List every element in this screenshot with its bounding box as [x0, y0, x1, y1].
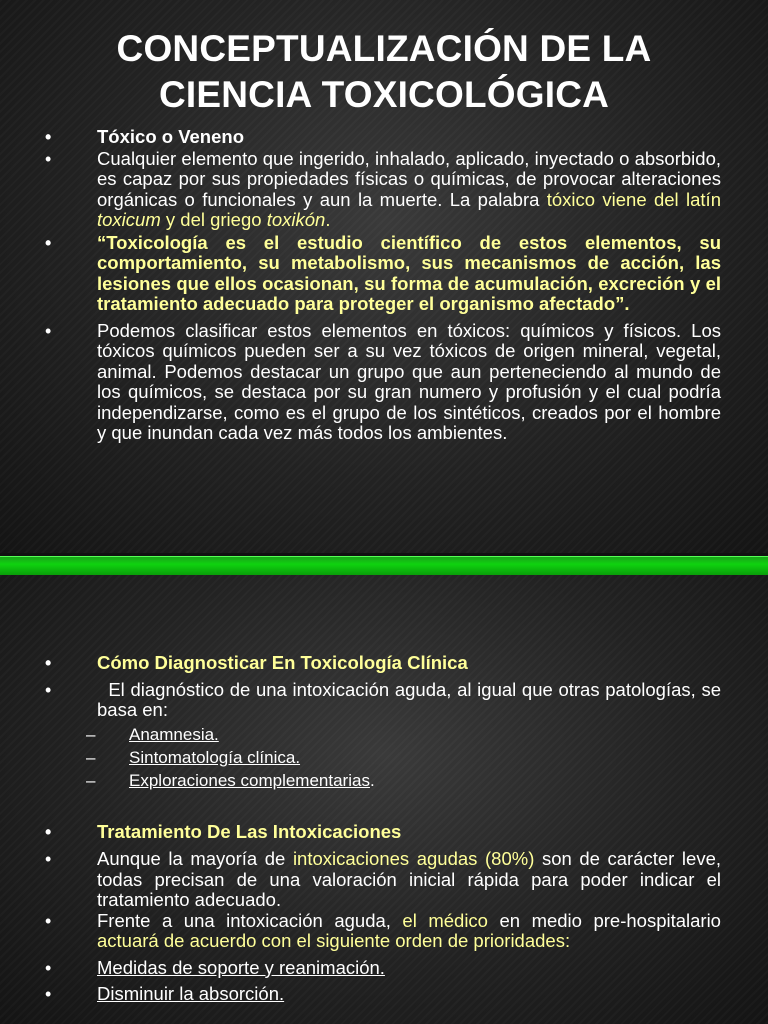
bullet-icon: •	[45, 653, 52, 673]
item-highlight: tóxico viene del latín	[546, 188, 721, 210]
bullet-icon: •	[45, 232, 52, 253]
bullet-icon: •	[45, 679, 52, 700]
item-highlight: el médico	[402, 909, 488, 931]
sub-item-sintomatologia	[0, 746, 768, 769]
item-highlight: actuará de acuerdo con el siguiente orden de prioridades:	[97, 930, 571, 951]
sub-item-text: Exploraciones complementarias	[129, 770, 370, 790]
green-bar	[0, 556, 768, 576]
list-item-heading-diagnostico	[0, 653, 768, 674]
item-text: Cualquier elemento que ingerido, inhalado, aplicado, inyectado o absorbido, es capaz por sus propiedades físicas o químicas, de provocar alteraciones orgánicas o funcionales y aun la muerte. La palabra	[97, 147, 721, 210]
bullet-icon: •	[45, 127, 52, 147]
list-item-definicion	[0, 149, 768, 231]
item-text: son de carácter leve, todas precisan de una valoración inicial rápida para poder indicar el tratamiento adecuado.	[97, 848, 722, 910]
bullet-icon: •	[45, 984, 52, 1004]
sub-item-exploraciones	[0, 769, 768, 792]
title-line-1: CONCEPTUALIZACIÓN DE LA	[116, 28, 652, 69]
list-item-absorcion	[0, 984, 768, 1005]
item-text: Tóxico o Veneno	[97, 126, 244, 147]
item-text: “Toxicología es el estudio científico de estos elementos, su comportamiento, su metabolismo, sus mecanismos de acción, las lesiones que ellos ocasionan, su forma de acumulación, excreción y el tratamiento adecuado para proteger el organismo afectado”.	[97, 231, 721, 314]
list-item-heading-tratamiento	[0, 822, 768, 843]
item-text: Frente a una intoxicación aguda,	[97, 909, 403, 931]
bullet-icon: •	[45, 910, 52, 931]
item-highlight-italic: toxicum	[97, 209, 161, 230]
sub-item-anamnesia	[0, 723, 768, 746]
slide-divider	[0, 553, 768, 575]
bullet-icon: •	[45, 148, 52, 169]
item-highlight-italic: toxikón	[266, 209, 326, 230]
item-text: Disminuir la absorción.	[97, 983, 285, 1004]
dash-icon: –	[86, 724, 96, 744]
item-text: Aunque la mayoría de	[97, 848, 293, 869]
slide-diagnostico-tratamiento	[0, 575, 768, 1024]
bullet-icon: •	[45, 849, 52, 869]
dash-icon: –	[86, 770, 96, 790]
sub-item-suffix: .	[369, 770, 375, 790]
item-highlight: .	[325, 209, 331, 230]
item-text: Medidas de soporte y reanimación.	[97, 956, 385, 978]
dash-icon: –	[86, 747, 96, 767]
list-item-toxicologia-quote	[0, 233, 768, 315]
list-item-mayoria-leve	[0, 849, 768, 911]
list-item-clasificacion	[0, 321, 768, 444]
bullet-icon: •	[45, 957, 52, 978]
heading-text: Tratamiento De Las Intoxicaciones	[97, 820, 402, 842]
sub-item-text: Sintomatología clínica.	[129, 747, 301, 767]
item-text: Podemos clasificar estos elementos en tóxicos: químicos y físicos. Los tóxicos químicos pueden ser a su vez tóxicos de origen mineral, vegetal, animal. Podemos destacar un grupo que aun perteneciendo al mundo de los químicos, se destaca por su gran numero y profusión y el cual podría independizarse, como es el grupo de los sintéticos, creados por el hombre y que inundan cada vez más todos los ambientes.	[97, 319, 721, 443]
list-item-soporte	[0, 958, 768, 979]
bullet-icon: •	[45, 821, 52, 842]
list-item-toxico-veneno	[0, 127, 768, 148]
sub-item-text: Anamnesia.	[129, 724, 219, 744]
bullet-list	[0, 127, 768, 444]
bullet-icon: •	[45, 320, 52, 341]
slide-title	[40, 26, 728, 118]
item-highlight: intoxicaciones agudas (80%)	[292, 848, 535, 869]
bullet-list	[0, 653, 768, 1005]
item-highlight: y del griego	[160, 209, 267, 230]
item-text: en medio pre-hospitalario	[487, 909, 721, 931]
list-item-diagnostico-intro	[0, 680, 768, 721]
title-line-2: CIENCIA TOXICOLÓGICA	[158, 74, 610, 115]
item-text: El diagnóstico de una intoxicación aguda, al igual que otras patologías, se basa en:	[97, 678, 727, 720]
list-item-prioridades	[0, 911, 768, 952]
heading-text: Cómo Diagnosticar En Toxicología Clínica	[97, 652, 468, 673]
